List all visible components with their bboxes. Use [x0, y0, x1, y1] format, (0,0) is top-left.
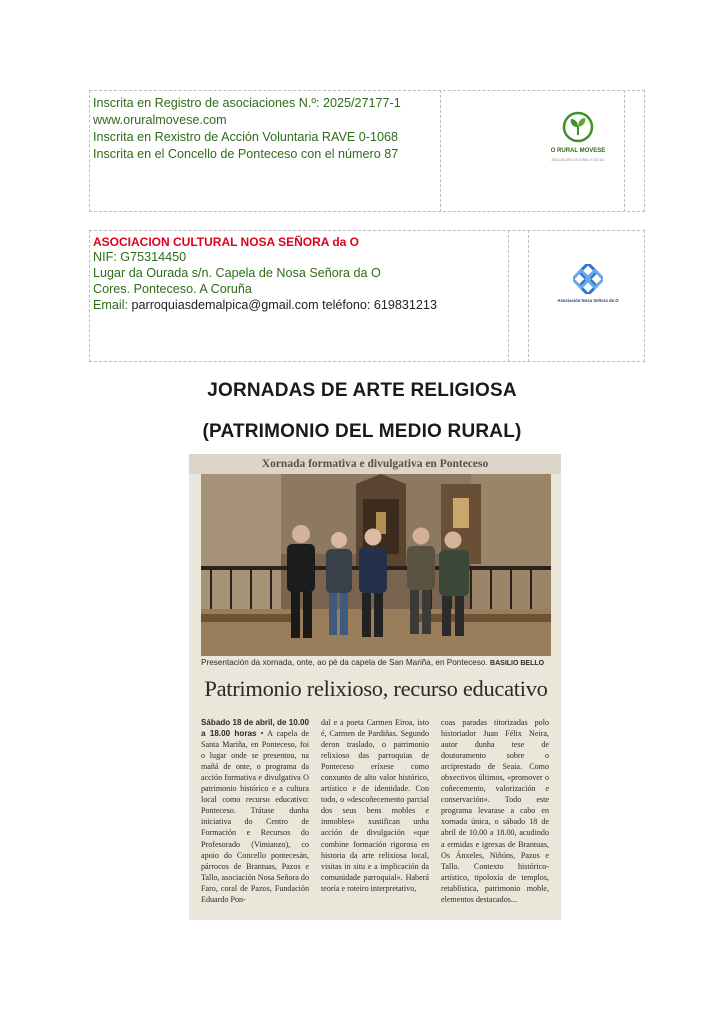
- association-box-divider: [508, 230, 509, 362]
- article-column-3: coas paradas titorizadas polo historiador Juan Félix Neira, autor dunha tese de doutoramento sobre o arciprestado de Seaia. Como obxectivos últimos, «promover o coñecemento, valorización e conservación». Todo este programa levarase a cabo en xornada única, o sábado 18 de abril de 10.00 a 18.00, acudindo a ermidas e igrexas de Brantuas, Os Ánxeles, Niñóns, Pazos e Tallo. Contexto histórico-artístico, tipoloxía de templos, retablística, patrimonio moble, elementos destacados...: [441, 718, 549, 904]
- email-value[interactable]: parroquiasdemalpica@gmail.com: [131, 298, 319, 312]
- photo-caption-text: Presentación da xornada, onte, ao pé da capela de San Mariña, en Ponteceso.: [201, 658, 488, 667]
- email-label: Email:: [93, 298, 132, 312]
- chapel-interior-photo: [201, 474, 551, 656]
- contact-line: [93, 298, 437, 312]
- registration-line: Inscrita en Registro de asociaciones N.º: 2025/27177-1: [93, 96, 401, 110]
- nif-line: NIF: G75314450: [93, 250, 187, 264]
- article-column-1-text: • A capela de Santa Mariña, en Ponteceso, foi o lugar onde se presentou, na mañá de onte, o programa da acción formativa e divulgativa O patrimonio histórico e a cultura local como recurso educativo: Ponteceso. Trátase dunha iniciativa do Centro de Formación e Recursos do Profesorado (Vimianzo), co apoio do Concello pontecesán, párrocos de Brantuas, Pazos e Tallo, asociación Nosa Señora do Faro, coral de Pazos, Fundación Eduardo Pon-: [201, 729, 309, 904]
- association-box-divider-2: [528, 230, 529, 362]
- page-title-line-2: (PATRIMONIO DEL MEDIO RURAL): [202, 421, 522, 442]
- concello-line: Inscrita en el Concello de Ponteceso con el número 87: [93, 147, 399, 161]
- address-line-1: Lugar da Ourada s/n. Capela de Nosa Señora da O: [93, 266, 381, 280]
- group-photo: [201, 474, 551, 656]
- interlaced-knot-icon: [573, 264, 603, 294]
- website-line: www.oruralmovese.com: [93, 113, 227, 127]
- clipping-banner: Xornada formativa e divulgativa en Ponteceso: [189, 454, 561, 474]
- article-date-lead: Sábado 18 de abril, de 10.00 a 18.00 horas: [201, 718, 309, 739]
- rave-line: Inscrita en Rexistro de Acción Voluntaria RAVE 0-1068: [93, 130, 398, 144]
- page-title-line-1: JORNADAS DE ARTE RELIGIOSA: [207, 380, 517, 401]
- photo-credit: BASILIO BELLO: [490, 660, 545, 667]
- nosa-senora-logo: [553, 264, 623, 310]
- photo-caption: [201, 658, 551, 667]
- registration-box-divider-2: [624, 90, 625, 212]
- o-rural-movese-tagline: ASOCIACIÓN CULTURAL E SOCIAL: [551, 158, 605, 162]
- article-headline: Patrimonio relixioso, recurso educativo: [204, 676, 548, 701]
- o-rural-movese-logo: [540, 108, 616, 172]
- article-column-1: [201, 717, 309, 905]
- association-name: ASOCIACION CULTURAL NOSA SEÑORA da O: [93, 235, 360, 249]
- registration-box-divider: [440, 90, 441, 212]
- nosa-senora-logo-name: Asociación Nosa Señora da O: [557, 298, 619, 303]
- o-rural-movese-name: O RURAL MOVESE: [550, 148, 606, 154]
- article-column-2: dal e a poeta Carmen Eiroa, isto é, Carmen de Pardiñas. Segundo deron traslado, o patrimonio relixioso das parroquias de Ponteceso eríxese como conxunto de alto valor histórico, artístico e de identidade. Con todo, o «descoñecemento parcial dos seus bens mobles e inmobles» xustifican unha acción de divulgación «que combine formación rigorosa en historia da arte relixiosa local, visitas in situ e a implicación da comunidade parroquial». Haberá teoría e roteiro interpretativo,: [321, 718, 429, 893]
- address-line-2: Cores. Ponteceso. A Coruña: [93, 282, 252, 296]
- newspaper-clipping: [189, 454, 561, 920]
- phone-value: teléfono: 619831213: [318, 298, 437, 312]
- sprout-leaf-icon: [562, 111, 594, 143]
